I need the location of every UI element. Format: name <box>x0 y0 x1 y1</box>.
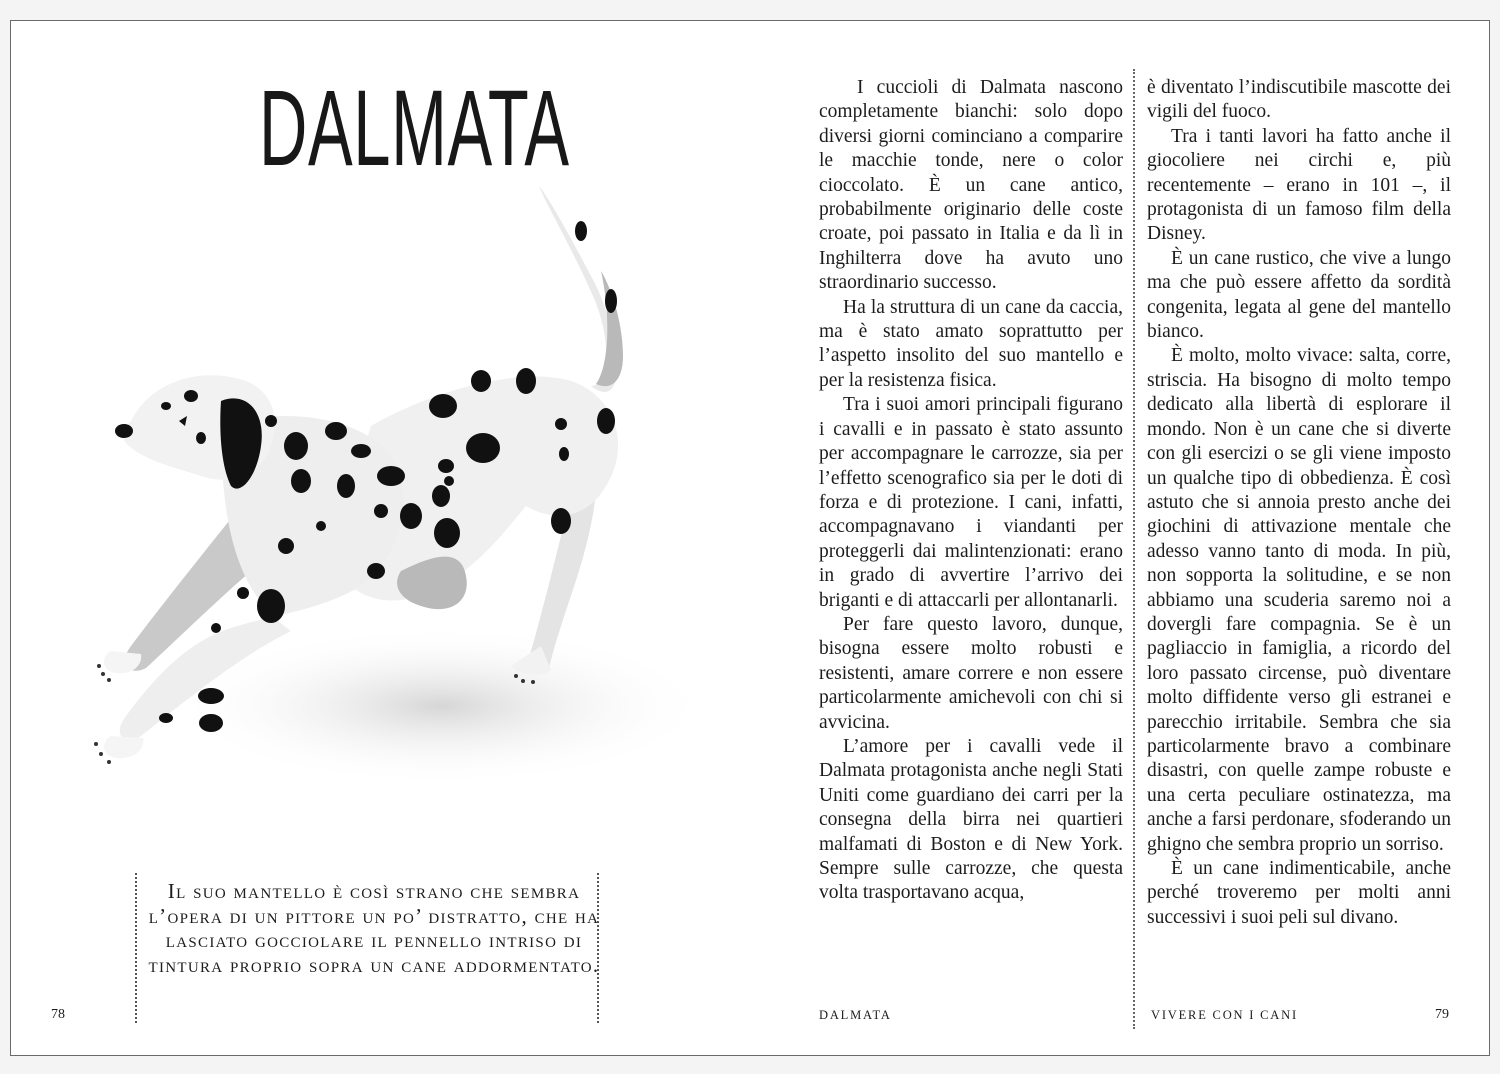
paragraph: I cuccioli di Dalmata nascono completamente bianchi: solo dopo diversi giorni cominciano a comparire le macchie tonde, nere o color cioccolato. È un cane antico, probabilmente originario delle coste croate, poi passato in Italia e da lì in Inghilterra dove ha avuto uno straordinario successo. <box>819 77 1123 294</box>
paragraph: Ha la struttura di un cane da caccia, ma è stato amato soprattutto per l’aspetto insolito del suo mantello e per la resistenza fisica. <box>819 296 1123 391</box>
paragraph: Tra i tanti lavori ha fatto anche il giocoliere nei circhi e, più recentemente – erano in 101 –, il protagonista di un famoso film della Disney. <box>1147 125 1451 245</box>
paragraph: È molto, molto vivace: salta, corre, striscia. Ha bisogno di molto tempo dedicato alla libertà di esplorare il mondo. Non è un cane che si diverte con gli esercizi o se gli viene imposto un qualche tipo di obbedienza. È così astuto che si annoia presto anche dei giochini di attivazione mentale che adesso vanno tanto di moda. In più, non sopporta la solitudine, e se non abbiamo una scuderia saremo noi a dovergli fare compagnia. Se è un pagliaccio in famiglia, a ricordo del loro passato circense, può diventare molto diffidente verso gli estranei e parecchio irritabile. Sembra che sia particolarmente bravo a combinare disastri, con quelle zampe robuste e una certa peculiare ostinatezza, ma anche a farsi perdonare, sfoderando un ghigno che sembra proprio un sorriso. <box>1147 345 1451 855</box>
text-column-left <box>819 76 1123 906</box>
running-head-left: DALMATA <box>819 1008 892 1022</box>
paragraph: L’amore per i cavalli vede il Dalmata protagonista anche negli Stati Uniti come guardiano dei carri per la consegna della birra nei quartieri malfamati di Boston e di New York. Sempre sulle carrozze, che questa volta trasportavano acqua, <box>819 735 1123 904</box>
dalmatian-dog-icon <box>71 176 711 816</box>
quote-rule-left <box>135 873 137 1023</box>
running-head-right: VIVERE CON I CANI <box>1151 1008 1298 1022</box>
pull-quote: Il suo mantello è così strano che sembra l’opera di un pittore un po’ distratto, che ha lasciato gocciolare il pennello intriso di tintura proprio sopra un cane addormentato. <box>148 879 600 977</box>
paragraph: È un cane indimenticabile, anche perché troveremo per molti anni successivi i suoi peli sul divano. <box>1147 858 1451 928</box>
column-divider <box>1133 69 1135 1029</box>
text-column-right <box>1147 76 1451 930</box>
dog-nose <box>115 424 133 438</box>
dalmatian-illustration <box>71 176 711 816</box>
paragraph: È un cane rustico, che vive a lungo ma che può essere affetto da sordità congenita, legata al gene del mantello bianco. <box>1147 247 1451 343</box>
page-title: DALMATA <box>259 67 570 188</box>
book-spread <box>10 20 1490 1056</box>
page-number-left: 78 <box>51 1007 65 1022</box>
paragraph: Per fare questo lavoro, dunque, bisogna essere molto robusti e resistenti, amare correre e non essere particolarmente amichevoli con chi si avvicina. <box>819 613 1123 733</box>
page-number-right: 79 <box>1435 1007 1449 1022</box>
paragraph: Tra i suoi amori principali figurano i cavalli e in passato è stato assunto per accompagnare le carrozze, sia per l’effetto scenografico sia per le doti di forza e di protezione. I cani, infatti, accompagnavano i viandanti per proteggerli dai malintenzionati: erano in grado di avvertire l’arrivo dei briganti e di attaccarli per allontanarli. <box>819 394 1123 611</box>
paragraph: è diventato l’indiscutibile mascotte dei vigili del fuoco. <box>1147 77 1451 123</box>
